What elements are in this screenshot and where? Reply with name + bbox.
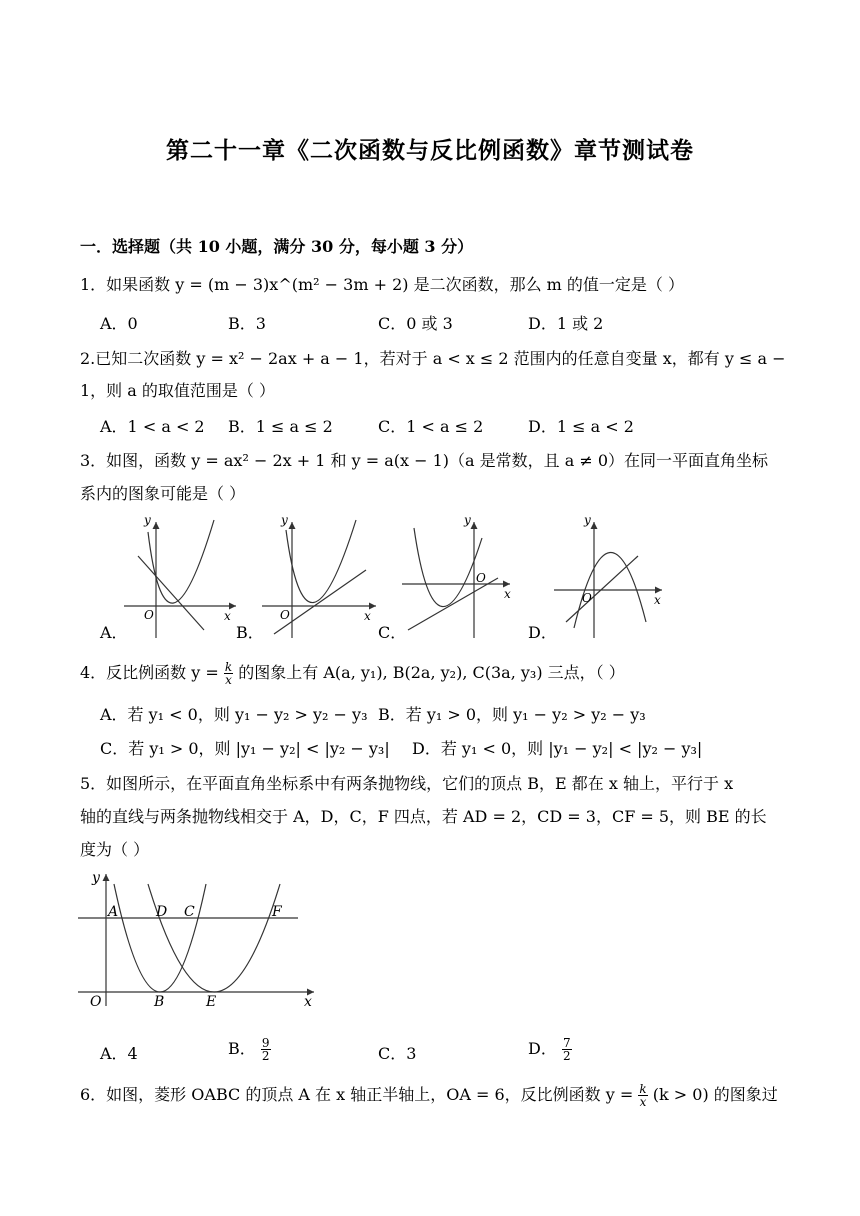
question-5-line-3: 度为（ ） [80, 840, 150, 859]
q4-option-d: D．若 y₁ < 0，则 |y₁ − y₂| < |y₂ − y₃| [412, 739, 703, 758]
section-header: 一．选择题（共 10 小题，满分 30 分，每小题 3 分） [80, 237, 474, 256]
q3-figure-d [554, 513, 662, 638]
q3c-origin: O [476, 571, 486, 585]
q2-option-c: C．1 < a ≤ 2 [378, 417, 484, 436]
q3-figure-b [262, 513, 376, 638]
q3b-y-label: y [281, 513, 288, 527]
q2-option-d: D．1 ≤ a < 2 [528, 417, 634, 436]
q5-option-b-fraction [261, 1037, 271, 1062]
q4-fraction [224, 661, 233, 686]
q5-option-d-fraction [562, 1037, 572, 1062]
q6-text-post: (k > 0) 的图象过 [652, 1085, 778, 1104]
q1-option-b: B．3 [228, 314, 266, 333]
q5-y-label: y [92, 870, 100, 886]
q5-d-num: 7 [562, 1036, 571, 1050]
q5-d-den: 2 [562, 1049, 571, 1063]
page-title: 第二十一章《二次函数与反比例函数》章节测试卷 [166, 137, 694, 164]
q4-text-post: 的图象上有 A(a, y₁), B(2a, y₂), C(3a, y₃) 三点，（ ） [238, 663, 625, 682]
q6-frac-den: x [639, 1095, 647, 1109]
q5-b-den: 2 [261, 1049, 270, 1063]
question-4 [80, 660, 625, 686]
q5-option-b [228, 1036, 271, 1062]
q3d-y-label: y [584, 513, 591, 527]
question-3-line-1: 3．如图，函数 y = ax² − 2x + 1 和 y = a(x − 1)（a 是常数，且 a ≠ 0）在同一平面直角坐标 [80, 451, 769, 470]
q2-option-a: A．1 < a < 2 [100, 417, 205, 436]
q3a-y-label: y [144, 513, 151, 527]
q5-point-a: A [108, 904, 119, 920]
q3-option-c: C． [378, 623, 407, 642]
q1-option-a: A．0 [100, 314, 138, 333]
q5-point-e: E [206, 994, 217, 1010]
q5-option-d [528, 1036, 572, 1062]
q5-option-d-label: D． [528, 1039, 557, 1058]
q5-b-num: 9 [261, 1036, 270, 1050]
q5-point-b: B [154, 994, 165, 1010]
q3-figure-a [124, 513, 236, 638]
q5-option-c: C．3 [378, 1044, 417, 1063]
q5-figure [76, 866, 326, 1012]
q3a-origin: O [144, 608, 154, 622]
q4-frac-den: x [225, 673, 232, 687]
q4-option-c: C．若 y₁ > 0，则 |y₁ − y₂| < |y₂ − y₃| [100, 739, 390, 758]
q3b-x-label: x [364, 609, 371, 623]
q6-frac-num: k [639, 1082, 647, 1096]
question-1: 1．如果函数 y = (m − 3)x^(m² − 3m + 2) 是二次函数，那么 m 的值一定是（ ） [80, 275, 685, 294]
q1-option-d: D．1 或 2 [528, 314, 604, 333]
question-3-line-2: 系内的图象可能是（ ） [80, 484, 246, 503]
q3d-x-label: x [654, 593, 661, 607]
q6-fraction [638, 1083, 647, 1108]
q1-option-c: C．0 或 3 [378, 314, 453, 333]
q4-text-pre: 4．反比例函数 y = [80, 663, 219, 682]
question-2-line-1: 2.已知二次函数 y = x² − 2ax + a − 1，若对于 a < x ≤ 2 范围内的任意自变量 x，都有 y ≤ a − [80, 349, 786, 368]
q3c-y-label: y [464, 513, 471, 527]
q3d-origin: O [582, 591, 592, 605]
q3-figure-c [402, 513, 511, 638]
q5-option-b-label: B． [228, 1039, 256, 1058]
q4-option-b: B．若 y₁ > 0，则 y₁ − y₂ > y₂ − y₃ [378, 705, 646, 724]
q5-point-d: D [156, 904, 168, 920]
q6-text-pre: 6．如图，菱形 OABC 的顶点 A 在 x 轴正半轴上，OA = 6，反比例函数 y = [80, 1085, 634, 1104]
q5-option-a: A．4 [100, 1044, 138, 1063]
question-2-line-2: 1，则 a 的取值范围是（ ） [80, 381, 275, 400]
q5-point-f: F [272, 904, 282, 920]
question-5-line-2: 轴的直线与两条抛物线相交于 A，D，C，F 四点，若 AD = 2，CD = 3，CF = 5，则 BE 的长 [80, 807, 767, 826]
q5-point-c: C [184, 904, 195, 920]
question-5-line-1: 5．如图所示，在平面直角坐标系中有两条抛物线，它们的顶点 B，E 都在 x 轴上，平行于 x [80, 774, 734, 793]
q3b-origin: O [280, 608, 290, 622]
q2-option-b: B．1 ≤ a ≤ 2 [228, 417, 333, 436]
q3-option-d: D． [528, 623, 557, 642]
q3c-x-label: x [504, 587, 511, 601]
q3-option-a: A． [100, 623, 128, 642]
q4-frac-num: k [224, 660, 233, 674]
q5-origin: O [90, 994, 102, 1010]
q4-option-a: A．若 y₁ < 0，则 y₁ − y₂ > y₂ − y₃ [100, 705, 368, 724]
question-6 [80, 1082, 778, 1108]
q3a-x-label: x [224, 609, 231, 623]
q3-option-b: B． [236, 623, 264, 642]
q5-x-label: x [304, 994, 312, 1010]
